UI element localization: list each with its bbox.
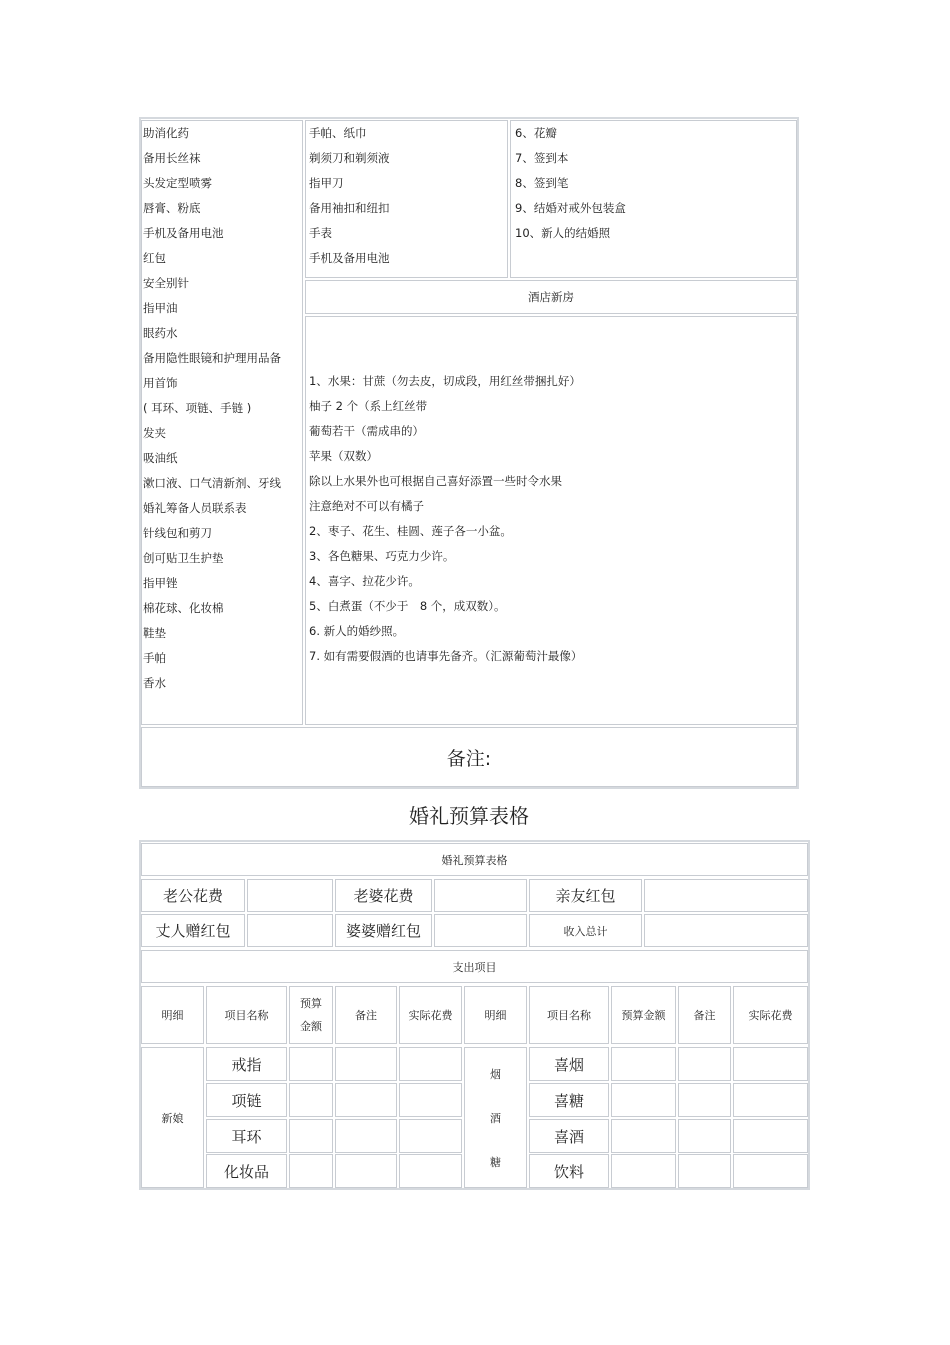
hotel-item: 1、水果：甘蔗（勿去皮，切成段，用红丝带捆扎好） (309, 374, 581, 388)
budget-amount-right[interactable] (611, 1047, 676, 1081)
income-wife-label: 老婆花费 (335, 879, 432, 912)
groom-item: 指甲刀 (309, 176, 344, 190)
bride-item: 眼药水 (143, 326, 178, 340)
item-name-right: 喜糖 (529, 1083, 609, 1117)
actual-cost-right[interactable] (733, 1047, 808, 1081)
income-total-value[interactable] (644, 914, 808, 947)
budget-amount-right[interactable] (611, 1083, 676, 1117)
bride-item: 创可贴卫生护垫 (143, 551, 224, 565)
groom-item: 手机及备用电池 (309, 251, 390, 265)
budget-amount-left[interactable] (289, 1047, 333, 1081)
hotel-item: 3、各色糖果、巧克力少许。 (309, 549, 455, 563)
bride-item: 安全别针 (143, 276, 189, 290)
hotel-item: 4、喜字、拉花少许。 (309, 574, 420, 588)
bride-item: 备用长丝袜 (143, 151, 201, 165)
ceremony-items-list (515, 121, 626, 246)
income-husband-label: 老公花费 (141, 879, 245, 912)
actual-cost-left[interactable] (399, 1083, 462, 1117)
bride-item: 吸油纸 (143, 451, 178, 465)
col-remark-left: 备注 (335, 986, 397, 1044)
bride-item: 手机及备用电池 (143, 226, 224, 240)
col-item-name-left: 项目名称 (206, 986, 287, 1044)
budget-section-title: 婚礼预算表格 (409, 804, 529, 828)
income-mother-in-law-value[interactable] (434, 914, 527, 947)
item-name-left: 戒指 (206, 1047, 287, 1081)
col-budget-left: 预算金额 (289, 986, 333, 1044)
bride-item: 针线包和剪刀 (143, 526, 212, 540)
bride-item: 备用隐性眼镜和护理用品备 (143, 351, 281, 365)
actual-cost-right[interactable] (733, 1083, 808, 1117)
col-detail-left: 明细 (141, 986, 204, 1044)
bride-item: 头发定型喷雾 (143, 176, 212, 190)
remark-left[interactable] (335, 1154, 397, 1188)
bride-item: 助消化药 (143, 126, 189, 140)
item-name-right: 喜烟 (529, 1047, 609, 1081)
income-husband-value[interactable] (247, 879, 333, 912)
budget-amount-right[interactable] (611, 1119, 676, 1153)
item-name-right: 饮料 (529, 1154, 609, 1188)
ceremony-item: 9、结婚对戒外包装盒 (515, 201, 626, 215)
bride-item: ( 耳环、项链、手链 ) (143, 401, 252, 415)
budget-amount-left[interactable] (289, 1119, 333, 1153)
bride-item: 指甲油 (143, 301, 178, 315)
remarks-cell (141, 727, 797, 787)
groom-item: 手帕、纸巾 (309, 126, 367, 140)
bride-item: 手帕 (143, 651, 166, 665)
ceremony-item: 7、签到本 (515, 151, 569, 165)
col-item-name-right: 项目名称 (529, 986, 609, 1044)
income-wife-value[interactable] (434, 879, 527, 912)
hotel-item: 除以上水果外也可根据自己喜好添置一些时令水果 (309, 474, 562, 488)
remarks-label: 备注: (446, 747, 492, 770)
group-tobacco-wine-candy: 烟 酒 糖 (464, 1047, 527, 1188)
remark-right[interactable] (678, 1119, 731, 1153)
budget-amount-right[interactable] (611, 1154, 676, 1188)
bride-item: 棉花球、化妆棉 (143, 601, 224, 615)
remark-right[interactable] (678, 1154, 731, 1188)
expense-header: 支出项目 (141, 950, 808, 983)
ceremony-item: 10、新人的结婚照 (515, 226, 611, 240)
income-father-in-law-value[interactable] (247, 914, 333, 947)
hotel-item: 柚子 2 个（系上红丝带 (309, 399, 428, 413)
item-name-left: 耳环 (206, 1119, 287, 1153)
bride-items-list (143, 121, 281, 696)
hotel-item: 注意绝对不可以有橘子 (309, 499, 424, 513)
income-friends-value[interactable] (644, 879, 808, 912)
hotel-item: 5、白煮蛋（不少于 8 个，成双数）。 (309, 599, 506, 613)
bride-item: 香水 (143, 676, 166, 690)
remark-left[interactable] (335, 1047, 397, 1081)
bride-item: 发夹 (143, 426, 166, 440)
remark-left[interactable] (335, 1083, 397, 1117)
col-budget-right: 预算金额 (611, 986, 676, 1044)
ceremony-item: 8、签到笔 (515, 176, 569, 190)
bride-item: 婚礼筹备人员联系表 (143, 501, 247, 515)
ceremony-item: 6、花瓣 (515, 126, 557, 140)
hotel-items-list (309, 369, 582, 669)
groom-item: 剃须刀和剃须液 (309, 151, 390, 165)
col-actual-right: 实际花费 (733, 986, 808, 1044)
group-bride: 新娘 (141, 1047, 204, 1188)
item-name-right: 喜酒 (529, 1119, 609, 1153)
bride-item: 鞋垫 (143, 626, 166, 640)
income-father-in-law-label: 丈人赠红包 (141, 914, 245, 947)
hotel-item: 苹果（双数） (309, 449, 378, 463)
item-name-left: 项链 (206, 1083, 287, 1117)
budget-amount-left[interactable] (289, 1154, 333, 1188)
actual-cost-left[interactable] (399, 1047, 462, 1081)
hotel-item: 7. 如有需要假酒的也请事先备齐。（汇源葡萄汁最像） (309, 649, 583, 663)
item-name-left: 化妆品 (206, 1154, 287, 1188)
hotel-item: 6. 新人的婚纱照。 (309, 624, 405, 638)
actual-cost-right[interactable] (733, 1119, 808, 1153)
groom-items-list (309, 121, 390, 271)
income-total-label: 收入总计 (529, 914, 642, 947)
actual-cost-left[interactable] (399, 1154, 462, 1188)
hotel-item: 葡萄若干（需成串的） (309, 424, 424, 438)
income-friends-label: 亲友红包 (529, 879, 642, 912)
bride-item: 漱口液、口气清新剂、牙线 (143, 476, 281, 490)
actual-cost-left[interactable] (399, 1119, 462, 1153)
col-detail-right: 明细 (464, 986, 527, 1044)
actual-cost-right[interactable] (733, 1154, 808, 1188)
remark-right[interactable] (678, 1047, 731, 1081)
budget-amount-left[interactable] (289, 1083, 333, 1117)
hotel-header (305, 280, 797, 314)
col-remark-right: 备注 (678, 986, 731, 1044)
groom-item: 手表 (309, 226, 332, 240)
bride-item: 唇膏、粉底 (143, 201, 201, 215)
col-actual-left: 实际花费 (399, 986, 462, 1044)
bride-item: 红包 (143, 251, 166, 265)
hotel-header-text: 酒店新房 (528, 290, 574, 304)
bride-item: 用首饰 (143, 376, 178, 390)
income-mother-in-law-label: 婆婆赠红包 (335, 914, 432, 947)
budget-table-title: 婚礼预算表格 (141, 843, 808, 876)
groom-item: 备用袖扣和纽扣 (309, 201, 390, 215)
remark-left[interactable] (335, 1119, 397, 1153)
bride-item: 指甲锉 (143, 576, 178, 590)
hotel-item: 2、枣子、花生、桂圆、莲子各一小盆。 (309, 524, 512, 538)
remark-right[interactable] (678, 1083, 731, 1117)
